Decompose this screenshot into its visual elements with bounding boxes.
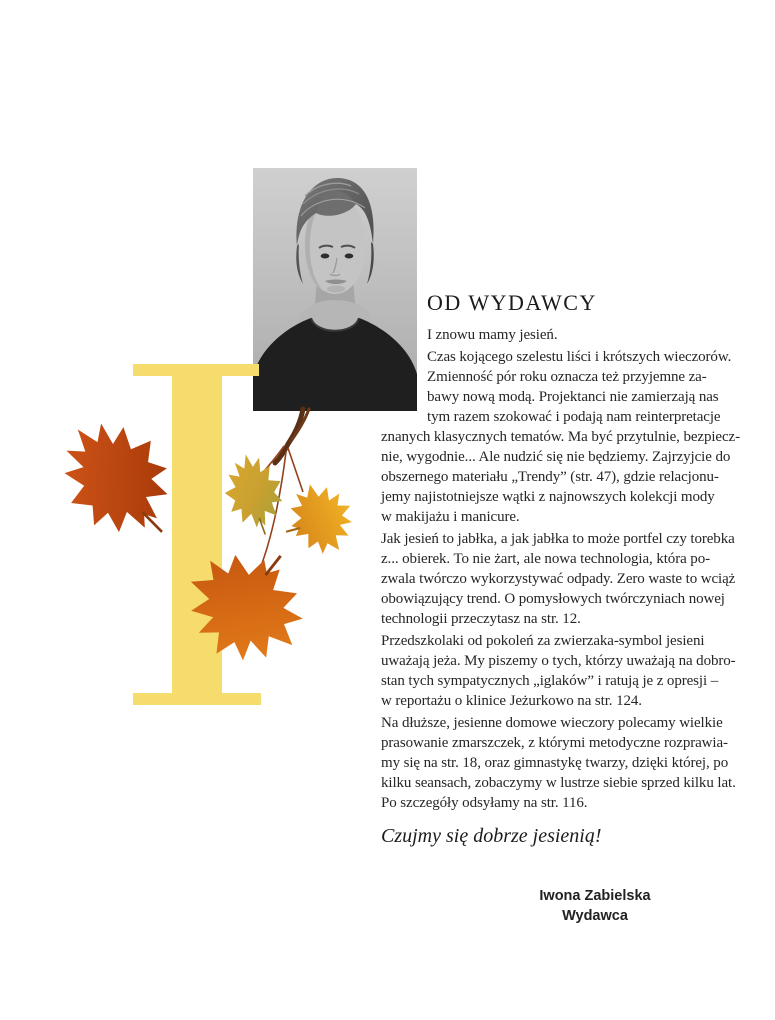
page-title: OD WYDAWCY bbox=[427, 290, 597, 315]
paragraph bbox=[381, 325, 759, 345]
body-text-line: obowiązujący trend. O pomysłowych twórczyniach nowej bbox=[381, 591, 725, 607]
signature-block bbox=[500, 886, 690, 926]
body-text-line: Zmienność pór roku oznacza też przyjemne za- bbox=[427, 369, 707, 385]
body-text-line: Po szczegóły odsyłamy na str. 116. bbox=[381, 795, 588, 811]
body-text-line: tym razem szokować i podają nam reinterpretacje bbox=[427, 409, 721, 425]
paragraph bbox=[381, 529, 759, 629]
body-text-line: w makijażu i manicure. bbox=[381, 509, 520, 525]
maple-leaf-orange-yellow bbox=[272, 473, 364, 567]
paragraph bbox=[381, 713, 759, 813]
body-text-line: zwala twórczo wykorzystywać odpady. Zero waste to wciąż bbox=[381, 571, 736, 587]
closing-line: Czujmy się dobrze jesienią! bbox=[381, 825, 602, 847]
paragraph bbox=[381, 347, 759, 527]
body-text-line: Przedszkolaki od pokoleń za zwierzaka-symbol jesieni bbox=[381, 633, 705, 649]
signature-name: Iwona Zabielska bbox=[539, 888, 651, 904]
maple-leaf-left bbox=[40, 398, 199, 565]
body-text-line: z... obierek. To nie żart, ale nowa technologia, która po- bbox=[381, 551, 710, 567]
body-text-line: jemy najistotniejsze wątki z najnowszych kolekcji mody bbox=[381, 489, 715, 505]
paragraph bbox=[381, 631, 759, 711]
autumn-leaves-illustration bbox=[40, 395, 370, 690]
body-text-line: nie, wygodnie... Ale nudzić się nie będziemy. Zajrzyjcie do bbox=[381, 449, 731, 465]
editorial-text-column bbox=[381, 291, 759, 848]
body-text-line: Jak jesień to jabłka, a jak jabłka to może portfel czy torebka bbox=[381, 531, 735, 547]
dropcap-bottom-serif bbox=[133, 693, 261, 705]
body-text-line: kilku seansach, zobaczymy w lustrze siebie sprzed kilku lat. bbox=[381, 775, 736, 791]
maple-leaf-big-orange bbox=[166, 523, 329, 686]
body-text-line: znanych klasycznych tematów. Ma być przytulnie, bezpiecz- bbox=[381, 429, 741, 445]
body-text-line: Czas kojącego szelestu liści i krótszych wieczorów. bbox=[427, 349, 732, 365]
body-text-line: w reportażu o klinice Jeżurkowo na str. 124. bbox=[381, 693, 642, 709]
body-text-line: Na dłuższe, jesienne domowe wieczory polecamy wielkie bbox=[381, 715, 723, 731]
body-text-line: prasowanie zmarszczek, z którymi metodyczne rozprawia- bbox=[381, 735, 728, 751]
body-text-line: my się na str. 18, oraz gimnastykę twarzy, dzięki której, po bbox=[381, 755, 729, 771]
editorial-body bbox=[381, 325, 759, 813]
body-text-line: uważają jeża. My piszemy o tych, którzy uważają na dobro- bbox=[381, 653, 736, 669]
body-text-line: obszernego materiału „Trendy” (str. 47), gdzie relacjonu- bbox=[381, 469, 719, 485]
body-text-line: bawy nową modą. Projektanci nie zamierzają nas bbox=[427, 389, 719, 405]
body-text-line: I znowu mamy jesień. bbox=[427, 327, 558, 343]
body-text-line: technologii przeczytasz na str. 12. bbox=[381, 611, 581, 627]
signature-role: Wydawca bbox=[562, 908, 628, 924]
body-text-line: stan tych sympatycznych „iglaków” i ratują je z opresji – bbox=[381, 673, 719, 689]
